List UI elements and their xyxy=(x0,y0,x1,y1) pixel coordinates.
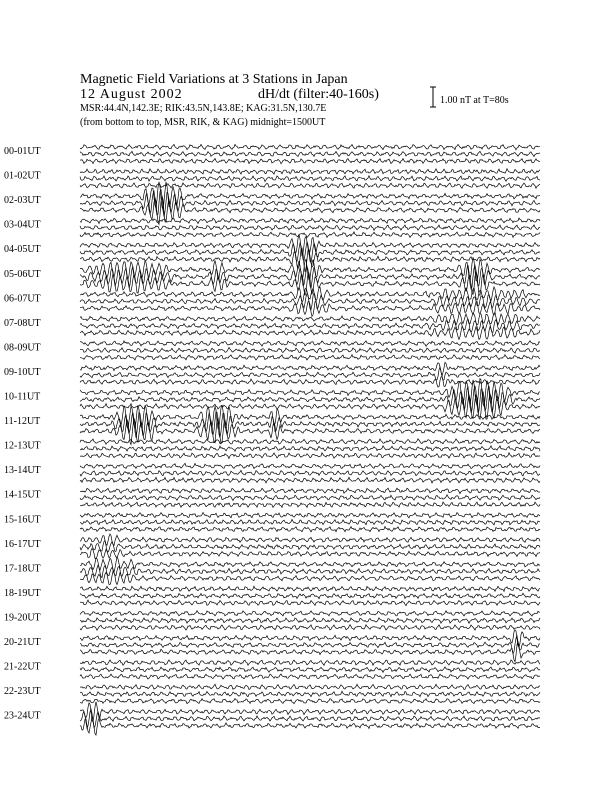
trace-rik xyxy=(80,367,540,380)
trace-msr xyxy=(80,453,540,459)
trace-rik xyxy=(80,691,540,696)
trace-rik xyxy=(80,519,540,524)
chart-variable: dH/dt (filter:40-160s) xyxy=(258,87,379,102)
trace-kag xyxy=(80,702,540,722)
trace-kag xyxy=(80,144,540,149)
trace-msr xyxy=(80,571,540,584)
trace-msr xyxy=(80,526,540,531)
hour-label: 13-14UT xyxy=(4,465,41,477)
trace-rik xyxy=(80,618,540,623)
hour-label: 19-20UT xyxy=(4,612,41,624)
trace-rik xyxy=(80,348,540,354)
hour-label: 17-18UT xyxy=(4,563,41,575)
hour-label: 22-23UT xyxy=(4,686,41,698)
trace-msr xyxy=(80,183,540,188)
trace-msr xyxy=(80,674,540,679)
hour-label: 14-15UT xyxy=(4,489,41,501)
trace-kag xyxy=(80,534,540,545)
hour-label: 10-11UT xyxy=(4,391,41,403)
hour-label: 03-04UT xyxy=(4,219,41,231)
trace-rik xyxy=(80,593,540,598)
trace-msr xyxy=(80,502,540,507)
hour-label: 20-21UT xyxy=(4,637,41,648)
hour-label: 11-12UT xyxy=(4,416,41,428)
hour-label: 21-22UT xyxy=(4,661,41,673)
hour-label: 02-03UT xyxy=(4,195,41,207)
trace-kag xyxy=(80,586,540,591)
trace-rik xyxy=(80,667,540,672)
trace-rik xyxy=(80,151,540,156)
trace-rik xyxy=(80,495,540,501)
chart-title: Magnetic Field Variations at 3 Stations in Japan xyxy=(80,72,348,87)
hour-label: 00-01UT xyxy=(4,146,41,157)
hour-label: 23-24UT xyxy=(4,710,41,722)
trace-msr xyxy=(80,625,540,630)
trace-rik xyxy=(80,446,540,451)
trace-msr xyxy=(80,327,540,340)
station-order-note: (from bottom to top, MSR, RIK, & KAG) midnight=1500UT xyxy=(80,117,326,128)
hour-label: 04-05UT xyxy=(4,244,41,256)
trace-msr xyxy=(80,699,540,704)
trace-rik xyxy=(80,470,540,476)
hour-label: 05-06UT xyxy=(4,268,41,280)
trace-rik xyxy=(80,176,540,182)
trace-kag xyxy=(80,341,540,347)
trace-kag xyxy=(80,313,540,325)
trace-msr xyxy=(80,548,540,558)
trace-msr xyxy=(80,232,540,238)
trace-rik xyxy=(80,540,540,552)
trace-kag xyxy=(80,488,540,493)
trace-msr xyxy=(80,377,540,387)
trace-msr xyxy=(80,600,540,606)
hour-label: 01-02UT xyxy=(4,170,41,182)
hour-label: 16-17UT xyxy=(4,538,41,550)
hour-label: 15-16UT xyxy=(4,514,41,526)
hour-label: 18-19UT xyxy=(4,587,41,599)
hour-label: 07-08UT xyxy=(4,317,41,329)
trace-kag xyxy=(80,362,540,376)
hour-label: 08-09UT xyxy=(4,342,41,354)
hour-label: 06-07UT xyxy=(4,293,41,305)
trace-msr xyxy=(80,158,540,163)
trace-msr xyxy=(80,355,540,360)
trace-rik xyxy=(80,225,540,230)
trace-kag xyxy=(80,611,540,616)
hour-label: 09-10UT xyxy=(4,366,41,378)
station-coordinates: MSR:44.4N,142.3E; RIK:43.5N,143.8E; KAG:31.5N,130.7E xyxy=(80,103,327,114)
trace-kag xyxy=(80,684,540,689)
trace-kag xyxy=(80,463,540,468)
trace-kag xyxy=(80,234,540,256)
chart-date: 12 August 2002 xyxy=(80,87,183,102)
scale-label: 1.00 nT at T=80s xyxy=(440,95,509,106)
trace-kag xyxy=(80,512,540,517)
trace-kag xyxy=(80,439,540,444)
trace-kag xyxy=(80,660,540,665)
trace-kag xyxy=(80,169,540,174)
hour-label: 12-13UT xyxy=(4,440,41,452)
trace-msr xyxy=(80,477,540,483)
trace-kag xyxy=(80,218,540,223)
